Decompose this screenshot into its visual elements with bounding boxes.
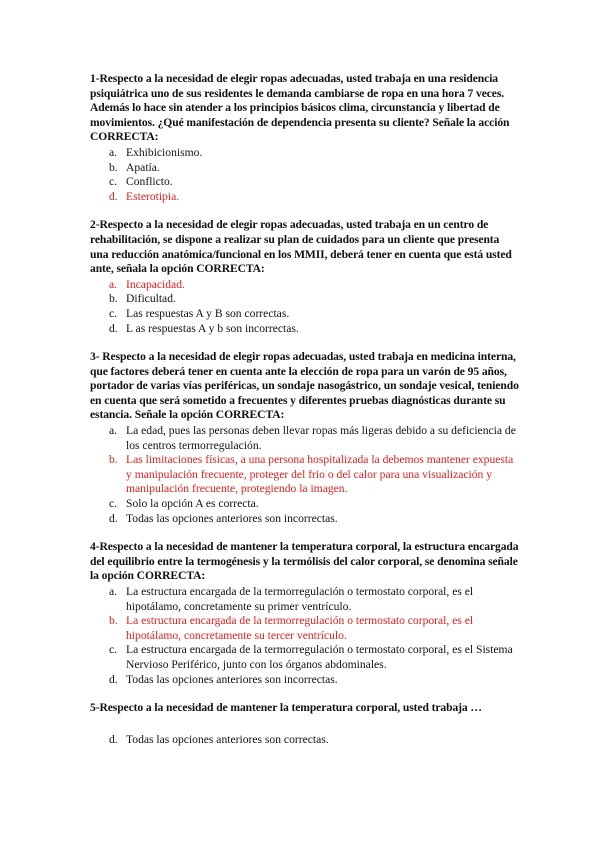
option-marker: a. [109, 277, 118, 291]
option-b [90, 292, 520, 307]
option-marker: d. [109, 511, 118, 525]
option-text: Apatía. [126, 160, 160, 174]
option-d [90, 733, 520, 748]
question-3 [90, 350, 520, 526]
option-d-correct [90, 190, 520, 205]
option-text: L as respuestas A y b son incorrectas. [126, 321, 299, 335]
option-marker: d. [109, 672, 118, 686]
option-marker: b. [109, 160, 118, 174]
option-b-correct [90, 453, 520, 497]
option-text: Esterotipia. [126, 189, 180, 203]
option-d [90, 512, 520, 527]
question-text: 2-Respecto a la necesidad de elegir ropas adecuadas, usted trabaja en un centro de rehabilitación, se dispone a realizar su plan de cuidados para un cliente que presenta una reducción anatómica/funcional en los MMII, deberá tener en cuenta que está usted ante, señala la opción CORRECTA: [90, 218, 512, 276]
question-text: 5-Respecto a la necesidad de mantener la temperatura corporal, usted trabaja … [90, 701, 482, 715]
option-marker: d. [109, 732, 118, 746]
option-marker: c. [109, 306, 118, 320]
option-marker: c. [109, 175, 118, 189]
question-1 [90, 72, 520, 204]
option-c [90, 307, 520, 322]
option-a [90, 424, 520, 453]
option-b [90, 161, 520, 176]
option-d [90, 322, 520, 337]
question-4 [90, 540, 520, 687]
option-marker: d. [109, 189, 118, 203]
option-text: Exhibicionismo. [126, 145, 203, 159]
question-2 [90, 218, 520, 336]
question-text: 4-Respecto a la necesidad de mantener la temperatura corporal, la estructura encargada del equilibrio entre la termogénesis y la termólisis del calor corporal, se denomina señale la opción CORRECTA: [90, 540, 519, 583]
option-text: Las respuestas A y B son correctas. [126, 306, 290, 320]
option-d [90, 673, 520, 688]
option-b-correct [90, 614, 520, 643]
options-list [90, 424, 520, 526]
question-text: 1-Respecto a la necesidad de elegir ropas adecuadas, usted trabaja en una residencia psiquiátrica uno de sus residentes le demanda cambiarse de ropa en una hora 7 veces. Además lo hace sin atender a los principios básicos clima, circunstancia y libertad de movimientos. ¿Qué manifestación de dependencia presenta su cliente? Señale la acción CORRECTA: [90, 72, 510, 144]
option-marker: b. [109, 614, 118, 628]
option-text: La edad, pues las personas deben llevar ropas más ligeras debido a su deficiencia de los centros termorregulación. [126, 424, 516, 452]
question-text: 3- Respecto a la necesidad de elegir ropas adecuadas, usted trabaja en medicina interna, que factores deberá tener en cuenta ante la elección de ropa para un varón de 95 años, portador de varias vías periféricas, un sondaje nasogástrico, un sondaje vesical, teniendo en cuenta que será sometido a frecuentes y diferentes pruebas diagnósticas durante su estancia. Señale la opción CORRECTA: [90, 350, 519, 422]
options-list [90, 146, 520, 204]
option-marker: b. [109, 292, 118, 306]
option-text: Solo la opción A es correcta. [126, 497, 259, 511]
option-marker: a. [109, 145, 118, 159]
option-a [90, 146, 520, 161]
option-marker: c. [109, 497, 118, 511]
options-list [90, 733, 520, 748]
options-list [90, 585, 520, 687]
question-5 [90, 701, 520, 747]
option-text: La estructura encargada de la termorregulación o termostato corporal, es el Sistema Nervioso Periférico, junto con los órganos abdominales. [126, 643, 513, 671]
option-a-correct [90, 278, 520, 293]
option-text: La estructura encargada de la termorregulación o termostato corporal, es el hipotálamo, concretamente su primer ventrículo. [126, 585, 474, 613]
option-a [90, 585, 520, 614]
truncated-gap [90, 716, 520, 732]
option-c [90, 497, 520, 512]
option-text: Incapacidad. [126, 277, 185, 291]
document-page [90, 72, 520, 761]
option-marker: c. [109, 643, 118, 657]
option-text: Todas las opciones anteriores son correctas. [126, 732, 329, 746]
option-text: Todas las opciones anteriores son incorrectas. [126, 511, 338, 525]
option-marker: b. [109, 453, 118, 467]
option-c [90, 175, 520, 190]
option-marker: a. [109, 424, 118, 438]
option-text: Las limitaciones físicas, a una persona hospitalizada la debemos mantener expuesta y manipulación frecuente, proteger del frio o del calor para una visualización y manipulación frecuente, protegiendo la imagen. [126, 453, 514, 496]
option-marker: a. [109, 585, 118, 598]
option-marker: d. [109, 321, 118, 335]
option-text: Conflicto. [126, 175, 173, 189]
option-text: Dificultad. [126, 292, 176, 306]
options-list [90, 278, 520, 336]
option-text: La estructura encargada de la termorregulación o termostato corporal, es el hipotálamo, concretamente su tercer ventrículo. [126, 614, 474, 642]
option-text: Todas las opciones anteriores son incorrectas. [126, 672, 338, 686]
option-c [90, 643, 520, 672]
